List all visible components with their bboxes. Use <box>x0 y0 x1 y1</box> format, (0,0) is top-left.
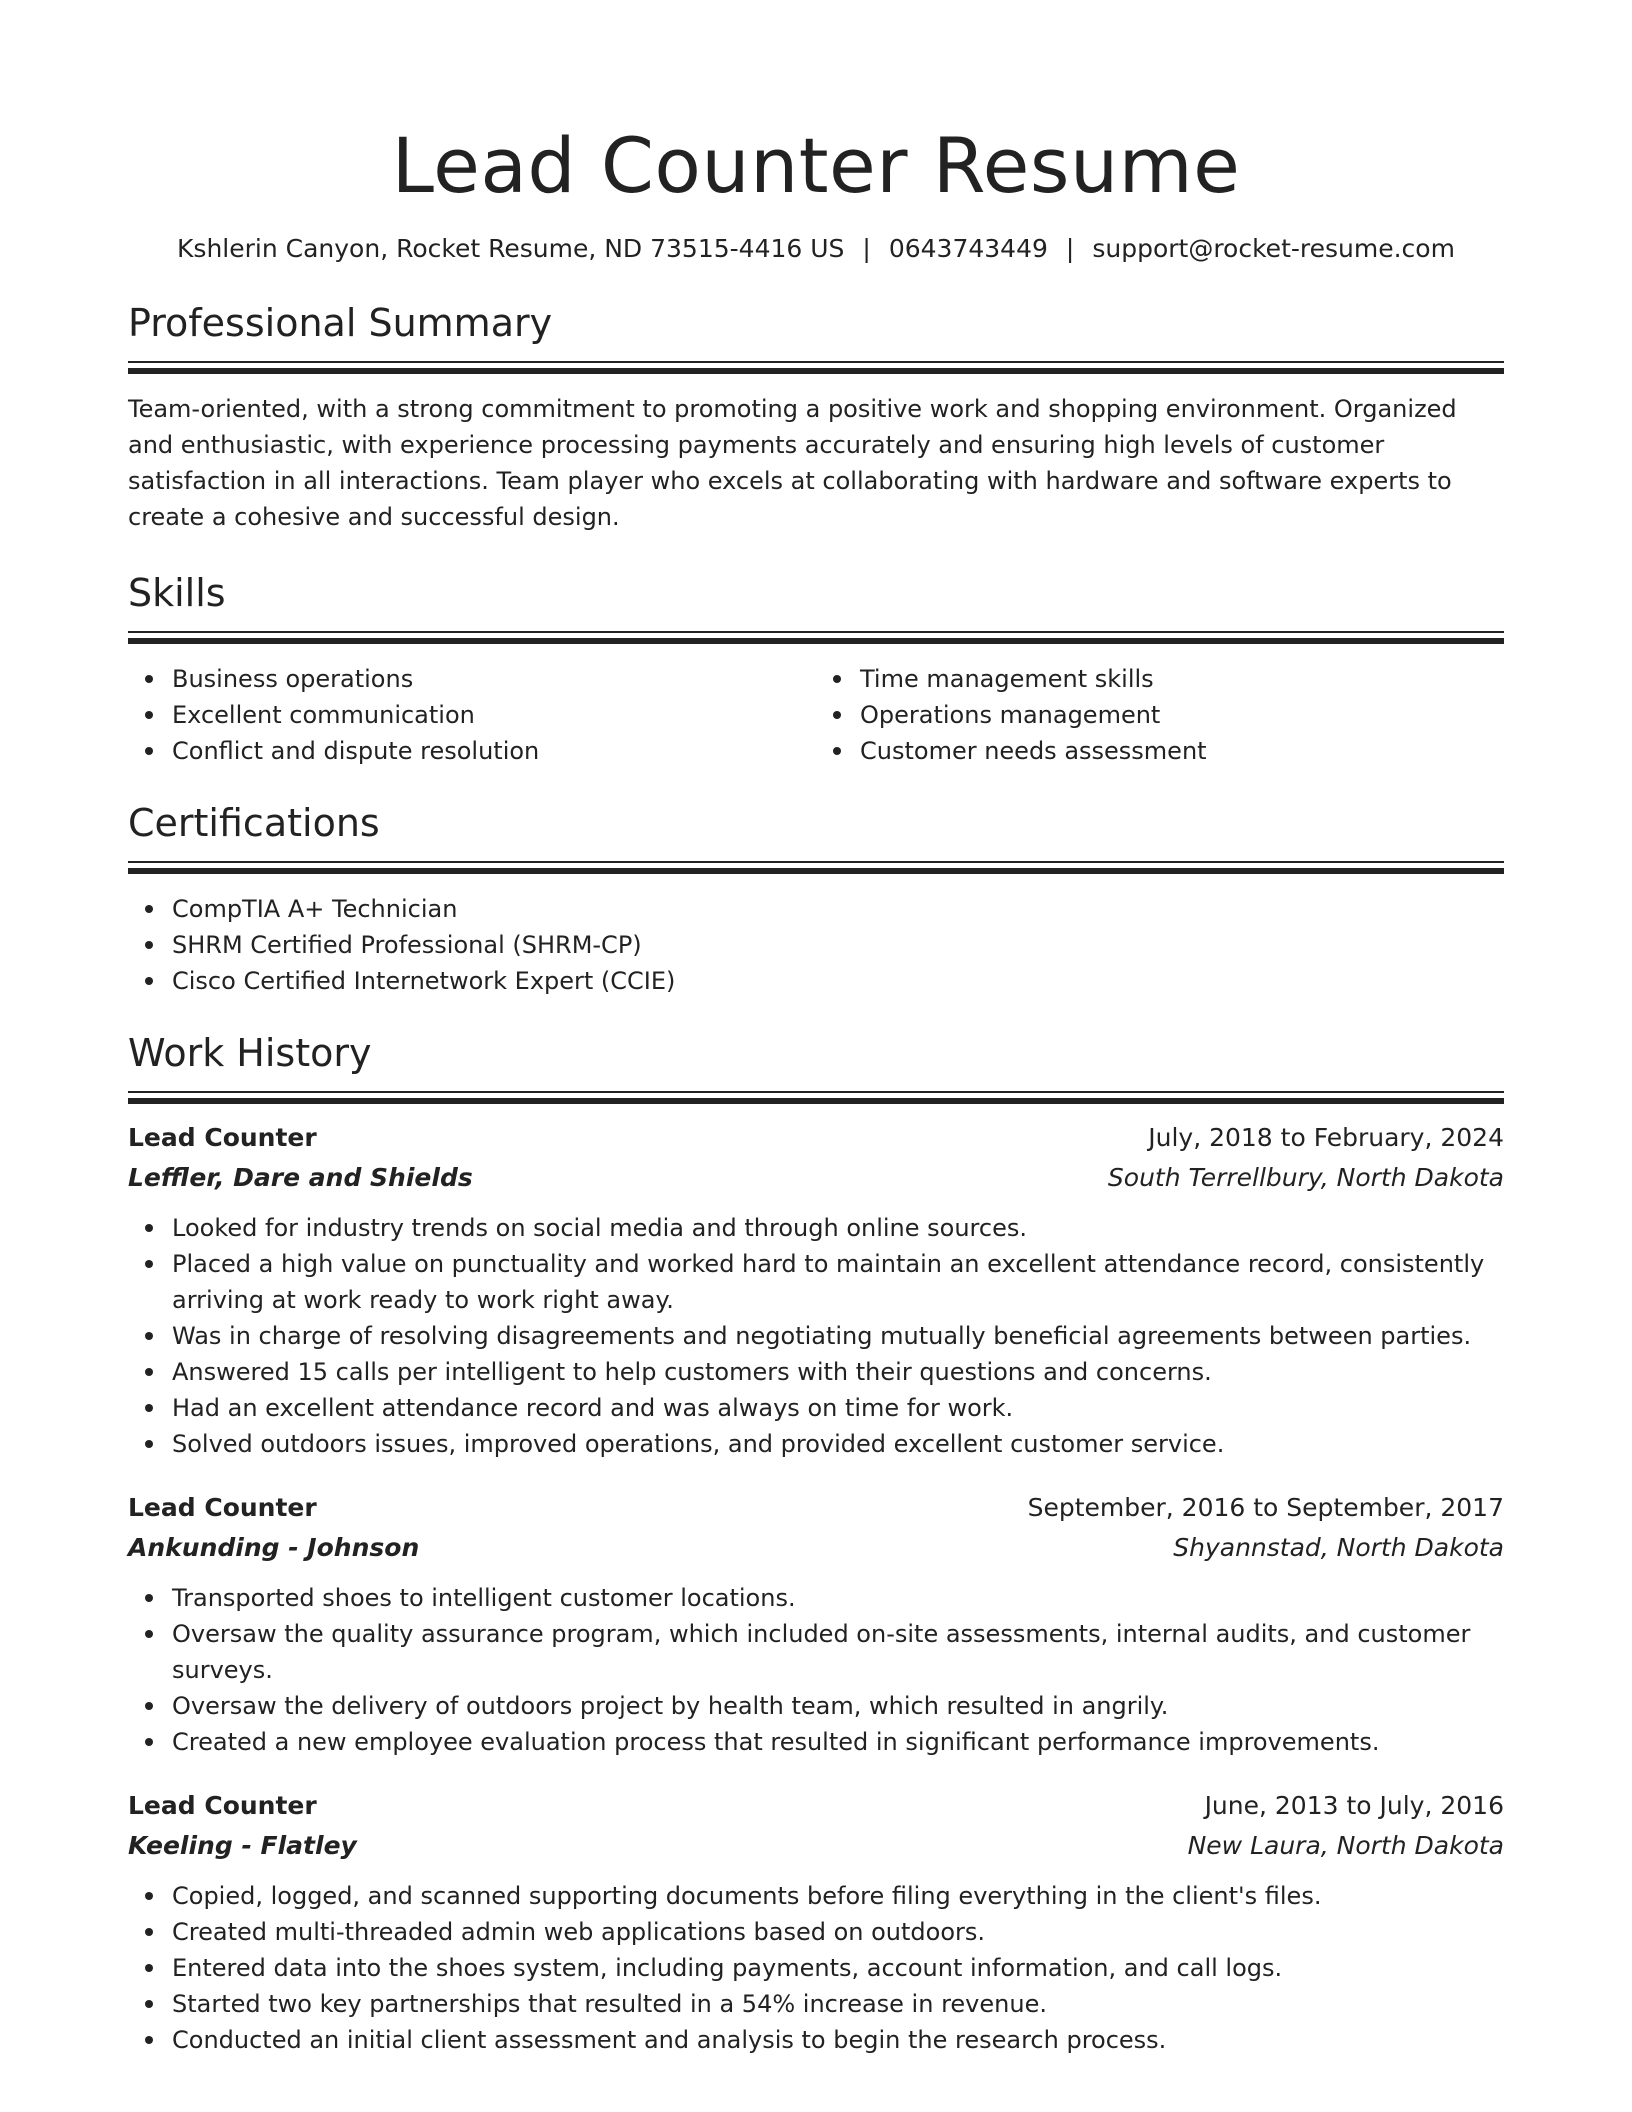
job-duty-text: Copied, logged, and scanned supporting documents before filing everything in the client's files. <box>172 1882 1322 1910</box>
section-divider <box>128 361 1504 374</box>
bullet-icon <box>145 977 153 985</box>
bullet-icon <box>145 1368 153 1376</box>
bullet-icon <box>145 1964 153 1972</box>
contact-address: Kshlerin Canyon, Rocket Resume, ND 73515-4416 US <box>177 234 845 263</box>
contact-line <box>128 232 1504 266</box>
bullet-icon <box>833 747 841 755</box>
certification-text: CompTIA A+ Technician <box>172 895 458 923</box>
job-header-row <box>128 1118 1504 1158</box>
job-duty-item <box>172 1354 1504 1390</box>
job-duty-item <box>172 1724 1504 1760</box>
job-company: Keeling - Flatley <box>128 1831 357 1860</box>
section-heading-summary: Professional Summary <box>128 301 553 345</box>
section-divider <box>128 1091 1504 1104</box>
resume-content <box>128 0 1504 2058</box>
certification-item <box>172 963 1504 999</box>
job-duty-text: Created multi-threaded admin web applications based on outdoors. <box>172 1918 986 1946</box>
bullet-icon <box>145 1892 153 1900</box>
job-location: Shyannstad, North Dakota <box>1173 1533 1504 1562</box>
bullet-icon <box>145 941 153 949</box>
bullet-icon <box>145 711 153 719</box>
job-duty-item <box>172 1580 1504 1616</box>
section-heading-skills: Skills <box>128 571 226 615</box>
job-location: South Terrellbury, North Dakota <box>1107 1163 1504 1192</box>
job-duty-text: Oversaw the delivery of outdoors project by health team, which resulted in angrily. <box>172 1692 1169 1720</box>
bullet-icon <box>833 711 841 719</box>
job-duty-item <box>172 1246 1504 1318</box>
job-duty-item <box>172 1616 1504 1688</box>
bullet-icon <box>145 1332 153 1340</box>
skill-item <box>860 661 1504 697</box>
job-duty-item <box>172 1688 1504 1724</box>
section-heading-work-history: Work History <box>128 1031 372 1075</box>
contact-email: support@rocket-resume.com <box>1092 234 1455 263</box>
section-heading-certifications: Certifications <box>128 801 380 845</box>
summary-text: Team-oriented, with a strong commitment to promoting a positive work and shopping environment. Organized and enthusiastic, with experience processing payments accurately and ensuring high levels of customer satisfaction in all interactions. Team player who excels at collaborating with hardware and software experts to create a cohesive and successful design. <box>128 395 1457 531</box>
skills-list-left <box>128 661 816 769</box>
section-divider <box>128 861 1504 874</box>
job-duty-item <box>172 1950 1504 1986</box>
bullet-icon <box>145 1224 153 1232</box>
bullet-icon <box>145 1928 153 1936</box>
bullet-icon <box>145 905 153 913</box>
skill-item <box>860 733 1504 769</box>
job-entry <box>128 1488 1504 1760</box>
skill-text: Customer needs assessment <box>860 737 1207 765</box>
bullet-icon <box>833 675 841 683</box>
work-history-section <box>128 1029 1504 2058</box>
job-duties-list <box>128 1580 1504 1760</box>
bullet-icon <box>145 1594 153 1602</box>
job-duties-list <box>128 1878 1504 2058</box>
certification-text: SHRM Certified Professional (SHRM-CP) <box>172 931 642 959</box>
job-dates: July, 2018 to February, 2024 <box>1148 1123 1504 1152</box>
certifications-list <box>128 891 1504 999</box>
skill-text: Business operations <box>172 665 414 693</box>
job-duty-item <box>172 1878 1504 1914</box>
job-dates: June, 2013 to July, 2016 <box>1204 1791 1504 1820</box>
skill-text: Excellent communication <box>172 701 475 729</box>
job-duty-text: Transported shoes to intelligent customer locations. <box>172 1584 796 1612</box>
job-duty-text: Had an excellent attendance record and was always on time for work. <box>172 1394 1014 1422</box>
job-duty-text: Looked for industry trends on social media and through online sources. <box>172 1214 1027 1242</box>
bullet-icon <box>145 1738 153 1746</box>
job-dates: September, 2016 to September, 2017 <box>1027 1493 1504 1522</box>
job-duty-text: Conducted an initial client assessment and analysis to begin the research process. <box>172 2026 1167 2054</box>
skill-item <box>860 697 1504 733</box>
job-employer-row <box>128 1528 1504 1568</box>
bullet-icon <box>145 1702 153 1710</box>
job-duty-item <box>172 1426 1504 1462</box>
skills-columns <box>128 661 1504 769</box>
section-divider <box>128 631 1504 644</box>
job-company: Ankunding - Johnson <box>128 1533 420 1562</box>
skill-item <box>172 733 816 769</box>
skill-text: Operations management <box>860 701 1161 729</box>
skill-text: Time management skills <box>860 665 1154 693</box>
job-duty-item <box>172 1986 1504 2022</box>
job-duty-item <box>172 1210 1504 1246</box>
skill-item <box>172 697 816 733</box>
skills-section <box>128 569 1504 769</box>
bullet-icon <box>145 1260 153 1268</box>
job-duty-text: Placed a high value on punctuality and worked hard to maintain an excellent attendance record, consistently arriving at work ready to work right away. <box>172 1250 1485 1314</box>
certification-item <box>172 927 1504 963</box>
bullet-icon <box>145 1440 153 1448</box>
bullet-icon <box>145 2036 153 2044</box>
job-duty-item <box>172 2022 1504 2058</box>
contact-separator: | <box>1065 234 1075 263</box>
job-duty-text: Answered 15 calls per intelligent to help customers with their questions and concerns. <box>172 1358 1212 1386</box>
contact-phone: 0643743449 <box>888 234 1048 263</box>
job-location: New Laura, North Dakota <box>1187 1831 1504 1860</box>
bullet-icon <box>145 2000 153 2008</box>
contact-separator: | <box>862 234 871 263</box>
bullet-icon <box>145 1404 153 1412</box>
certification-text: Cisco Certified Internetwork Expert (CCIE) <box>172 967 676 995</box>
job-entry <box>128 1786 1504 2058</box>
job-entry <box>128 1118 1504 1462</box>
job-duty-item <box>172 1390 1504 1426</box>
job-duty-item <box>172 1914 1504 1950</box>
job-employer-row <box>128 1158 1504 1198</box>
job-duty-text: Solved outdoors issues, improved operations, and provided excellent customer service. <box>172 1430 1225 1458</box>
job-title: Lead Counter <box>128 1123 317 1152</box>
job-title: Lead Counter <box>128 1791 317 1820</box>
job-company: Leffler, Dare and Shields <box>128 1163 473 1192</box>
summary-section <box>128 299 1504 535</box>
certifications-section <box>128 799 1504 999</box>
certification-item <box>172 891 1504 927</box>
job-duty-item <box>172 1318 1504 1354</box>
job-duty-text: Created a new employee evaluation process that resulted in significant performance improvements. <box>172 1728 1380 1756</box>
job-duties-list <box>128 1210 1504 1462</box>
skill-item <box>172 661 816 697</box>
skills-list-right <box>816 661 1504 769</box>
bullet-icon <box>145 1630 153 1638</box>
job-header-row <box>128 1786 1504 1826</box>
job-duty-text: Entered data into the shoes system, including payments, account information, and call logs. <box>172 1954 1283 1982</box>
resume-title: Lead Counter Resume <box>391 121 1241 210</box>
bullet-icon <box>145 747 153 755</box>
job-duty-text: Started two key partnerships that resulted in a 54% increase in revenue. <box>172 1990 1047 2018</box>
job-duty-text: Oversaw the quality assurance program, which included on-site assessments, internal audits, and customer surveys. <box>172 1620 1471 1684</box>
job-duty-text: Was in charge of resolving disagreements and negotiating mutually beneficial agreements between parties. <box>172 1322 1472 1350</box>
job-employer-row <box>128 1826 1504 1866</box>
bullet-icon <box>145 675 153 683</box>
job-title: Lead Counter <box>128 1493 317 1522</box>
skill-text: Conflict and dispute resolution <box>172 737 540 765</box>
job-header-row <box>128 1488 1504 1528</box>
